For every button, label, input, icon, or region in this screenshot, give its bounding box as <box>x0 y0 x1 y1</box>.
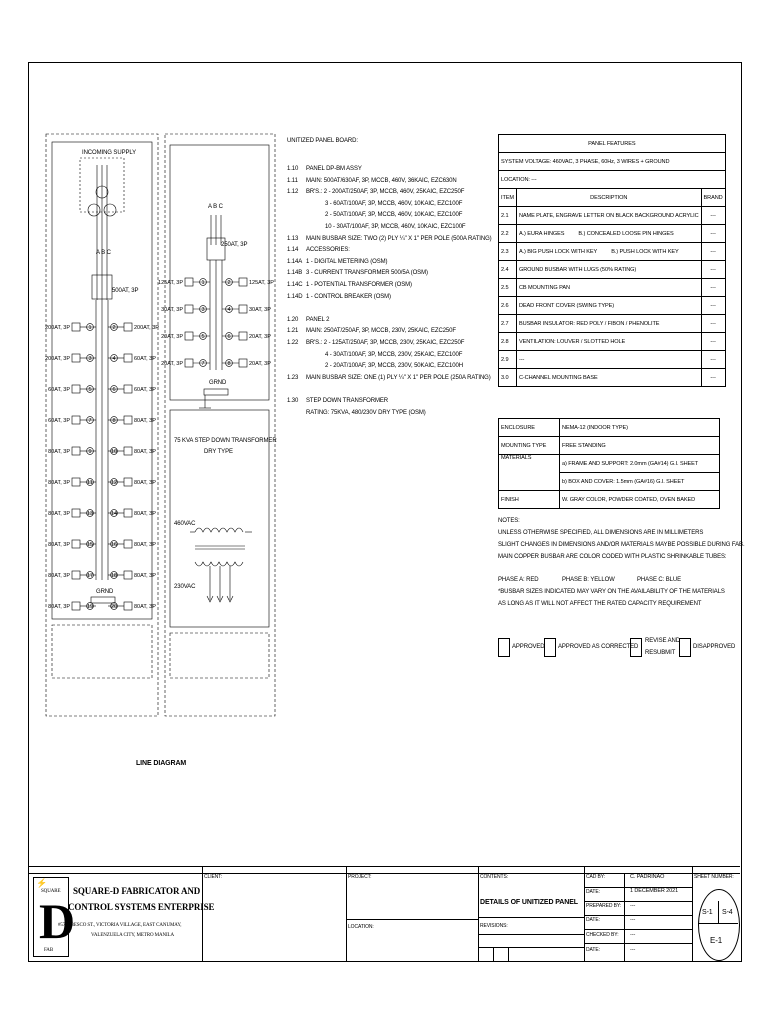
left-panel-row-breaker-right <box>124 571 132 579</box>
right-panel-row-number-left: 7 <box>201 361 205 367</box>
feature-description: VENTILATION: LOUVER / SLOTTED HOLE <box>516 333 701 351</box>
col-brand-header: BRAND <box>701 189 725 207</box>
date2-label: DATE: <box>586 917 600 923</box>
logo-d-letter: D <box>39 893 76 949</box>
right-panel-row-breaker-left <box>185 359 193 367</box>
feature-item: 2.8 <box>499 333 517 351</box>
left-panel-row-number-left: 19 <box>86 604 94 610</box>
left-panel-row-number-left: 3 <box>88 356 92 362</box>
left-panel-row-rating-right: 60AT, 3P <box>134 356 156 362</box>
left-panel-row-rating-left: 80AT, 3P <box>48 449 70 455</box>
enclosure-value: NEMA-12 (INDOOR TYPE) <box>560 419 720 437</box>
spec-text: 4 - 30AT/100AF, 3P, MCCB, 230V, 25KAIC, EZC100F <box>325 351 463 358</box>
prepared-by-label: PREPARED BY: <box>586 903 622 909</box>
materials-label: MATERIALS <box>499 455 560 491</box>
feature-row <box>499 225 726 243</box>
left-panel-row-number-left: 17 <box>86 573 94 579</box>
right-panel-row-rating-right: 30AT, 3P <box>249 307 271 313</box>
left-panel-row-breaker-left <box>72 478 80 486</box>
spec-text: 10 - 30AT/100AF, 3P, MCCB, 460V, 10KAIC, EZC100F <box>325 224 466 230</box>
left-panel-row-rating-right: 80AT, 3P <box>134 480 156 486</box>
left-panel-row-rating-right: 80AT, 3P <box>134 449 156 455</box>
spec-text: ACCESSORIES: <box>306 247 350 254</box>
spec-text: PANEL DP-BM ASSY <box>306 166 362 172</box>
company-logo <box>33 877 76 957</box>
spec-number: 1.14D <box>287 293 303 300</box>
approved-label: APPROVED <box>512 644 545 650</box>
revise-label-1: REVISE AND <box>645 638 681 644</box>
spec-number: 1.21 <box>287 328 299 335</box>
disapproved-checkbox[interactable] <box>679 638 691 657</box>
spec-text: MAIN BUSBAR SIZE: TWO (2) PLY ¼" X 1" PER POLE (500A RATING) <box>306 235 492 242</box>
left-panel-row-rating-right: 80AT, 3P <box>134 604 156 610</box>
right-panel-row-number-left: 3 <box>201 307 205 313</box>
materials-b: b) BOX AND COVER: 1.5mm (GA#16) G.I. SHEET <box>560 473 720 491</box>
feature-brand: --- <box>701 297 725 315</box>
checked-by-label: CHECKED BY: <box>586 932 619 938</box>
left-panel-row-breaker-left <box>72 509 80 517</box>
left-panel-row-number-right: 10 <box>110 449 118 455</box>
left-panel-row-number-right: 2 <box>112 325 116 331</box>
left-panel-row-number-right: 16 <box>110 542 118 548</box>
lightning-icon: ⚡ <box>36 878 48 888</box>
left-panel-row-rating-left: 80AT, 3P <box>48 542 70 548</box>
company-address-1: #57 SIBESCO ST., VICTORIA VILLAGE, EAST CANUMAY, <box>58 923 182 928</box>
right-panel-row-breaker-right <box>239 305 247 313</box>
feature-description: DEAD FRONT COVER (SWING TYPE) <box>516 297 701 315</box>
line-diagram-title: LINE DIAGRAM <box>136 760 187 767</box>
left-panel-row-breaker-right <box>124 478 132 486</box>
feature-item: 2.7 <box>499 315 517 333</box>
spec-number: 1.14 <box>287 247 299 254</box>
spec-text: MAIN: 500AT/630AF, 3P, MCCB, 460V, 36KAIC, EZC630N <box>306 177 457 184</box>
col-desc-header: DESCRIPTION <box>516 189 701 207</box>
spec-text: 2 - 50AT/100AF, 3P, MCCB, 460V, 10KAIC, EZC100F <box>325 212 463 219</box>
feature-row <box>499 297 726 315</box>
spec-number: 1.13 <box>287 235 299 242</box>
feature-description <box>516 225 701 243</box>
notes-title: NOTES: <box>498 518 520 524</box>
date1-label: DATE: <box>586 889 600 895</box>
right-panel-row-number-left: 1 <box>201 280 205 286</box>
left-panel-row-number-right: 6 <box>112 387 116 393</box>
approved-checkbox[interactable] <box>498 638 510 657</box>
spec-number: 1.11 <box>287 177 298 184</box>
feature-brand: --- <box>701 261 725 279</box>
left-panel-row-breaker-left <box>72 416 80 424</box>
left-panel-row-number-left: 1 <box>88 325 92 331</box>
spec-text: STEP DOWN TRANSFORMER <box>306 398 389 404</box>
specs-heading: UNITIZED PANEL BOARD: <box>287 138 358 144</box>
right-panel-row-rating-right: 20AT, 3P <box>249 361 271 367</box>
enclosure-label: ENCLOSURE <box>499 419 560 437</box>
spec-text: 2 - 20AT/100AF, 3P, MCCB, 230V, 50KAIC, EZC100H <box>325 363 463 370</box>
left-panel-row-rating-right: 60AT, 3P <box>134 387 156 393</box>
voltage-230-label: 230VAC <box>174 584 196 590</box>
feature-brand: --- <box>701 207 725 225</box>
approved-as-corrected-checkbox[interactable] <box>544 638 556 657</box>
spec-number: 1.12 <box>287 189 299 196</box>
phase-c-note: PHASE C: BLUE <box>637 577 682 583</box>
logo-square-text: SQUARE <box>41 889 61 894</box>
spec-number: 1.14B <box>287 270 303 277</box>
left-panel-row-number-left: 9 <box>88 449 92 455</box>
right-panel-row-rating-left: 125AT, 3P <box>158 280 183 286</box>
left-panel-row-rating-right: 80AT, 3P <box>134 542 156 548</box>
company-name-line1: SQUARE-D FABRICATOR AND <box>73 886 201 896</box>
feature-brand: --- <box>701 333 725 351</box>
spec-number: 1.23 <box>287 374 299 381</box>
right-panel-row-rating-left: 20AT, 3P <box>161 361 183 367</box>
spec-number: 1.14A <box>287 258 303 265</box>
feature-brand: --- <box>701 243 725 261</box>
feature-row <box>499 333 726 351</box>
left-panel-row-rating-left: 200AT, 3P <box>45 356 70 362</box>
sheet-s1: S-1 <box>702 909 713 916</box>
right-panel-row-number-right: 6 <box>227 334 231 340</box>
left-panel-row-number-right: 4 <box>112 356 116 362</box>
location-label: LOCATION: <box>348 924 374 930</box>
left-panel-row-breaker-right <box>124 354 132 362</box>
busbar-note-line: AS LONG AS IT WILL NOT AFFECT THE RATED CAPACITY REQUIREMENT <box>498 600 702 607</box>
ground-label-right: GRND <box>209 380 227 386</box>
spec-number: 1.30 <box>287 398 299 404</box>
contents-label: CONTENTS: <box>480 874 508 880</box>
left-panel-row-number-left: 13 <box>86 511 94 517</box>
left-panel-row-number-left: 11 <box>87 480 93 486</box>
panel-features-table <box>498 134 726 387</box>
left-panel-row-breaker-left <box>72 354 80 362</box>
feature-item: 2.2 <box>499 225 517 243</box>
transformer-title: 75 KVA STEP DOWN TRANSFORMER <box>174 438 277 444</box>
feature-item: 2.6 <box>499 297 517 315</box>
title-block <box>28 866 740 961</box>
left-panel-row-breaker-left <box>72 571 80 579</box>
note-line: MAIN COPPER BUSBAR ARE COLOR CODED WITH PLASTIC SHRINKABLE TUBES: <box>498 553 727 560</box>
spec-number: 1.22 <box>287 340 299 346</box>
feature-description-b: B.) CONCEALED LOOSE PIN HINGES <box>578 230 674 237</box>
spec-text: MAIN BUSBAR SIZE: ONE (1) PLY ¼" X 1" PER POLE (250A RATING) <box>306 374 491 381</box>
feature-brand: --- <box>701 225 725 243</box>
feature-brand: --- <box>701 369 725 387</box>
client-label: CLIENT: <box>204 874 222 880</box>
left-panel-row-breaker-right <box>124 447 132 455</box>
feature-row <box>499 351 726 369</box>
spec-text: MAIN: 250AT/250AF, 3P, MCCB, 230V, 25KAIC, EZC250F <box>306 328 456 335</box>
incoming-supply-label: INCOMING SUPPLY <box>82 150 137 156</box>
left-panel-row-breaker-left <box>72 385 80 393</box>
revisions-label: REVISIONS: <box>480 923 508 929</box>
materials-a: a) FRAME AND SUPPORT: 2.0mm (GA#14) G.I. SHEET <box>560 455 720 473</box>
feature-row <box>499 369 726 387</box>
phase-abc-right: A B C <box>208 204 223 210</box>
spec-text: 3 - 60AT/100AF, 3P, MCCB, 460V, 10KAIC, EZC100F <box>325 200 463 207</box>
left-panel-row-breaker-right <box>124 509 132 517</box>
company-address-2: VALENZUELA CITY, METRO MANILA <box>91 933 175 938</box>
left-panel-row-number-right: 14 <box>110 511 118 517</box>
spec-text: BR'S.: 2 - 125AT/250AF, 3P, MCCB, 230V, 25KAIC, EZC250F <box>306 340 465 346</box>
feature-item: 2.3 <box>499 243 517 261</box>
date1-value: 1 DECEMBER 2021 <box>630 888 679 894</box>
finish-label: FINISH <box>499 491 560 509</box>
left-panel-row-breaker-left <box>72 540 80 548</box>
right-panel-row-breaker-left <box>185 332 193 340</box>
left-panel-row-breaker-right <box>124 602 132 610</box>
right-panel-row-number-right: 4 <box>227 307 231 313</box>
mounting-value: FREE STANDING <box>560 437 720 455</box>
spec-text: 1 - POTENTIAL TRANSFORMER (OSM) <box>306 282 412 288</box>
right-panel-row-rating-left: 20AT, 3P <box>161 334 183 340</box>
spec-text: 1 - DIGITAL METERING (OSM) <box>306 258 388 265</box>
sheet-s4: S-4 <box>722 909 733 916</box>
feature-brand: --- <box>701 315 725 333</box>
sheet-number-circle <box>698 889 740 961</box>
checked-by-value: --- <box>630 932 636 938</box>
finish-value: W. GRAY COLOR, POWDER COATED, OVEN BAKED <box>560 491 720 509</box>
feature-description-a: A.) BIG PUSH LOCK WITH KEY <box>518 248 598 255</box>
left-panel-row-rating-right: 80AT, 3P <box>134 511 156 517</box>
feature-description: --- <box>516 351 701 369</box>
phase-abc-left: A B C <box>96 250 111 256</box>
revise-resubmit-checkbox[interactable] <box>630 638 642 657</box>
left-panel-row-number-right: 8 <box>112 418 116 424</box>
left-panel-row-breaker-right <box>124 385 132 393</box>
logo-fab-text: FAB <box>44 948 54 953</box>
left-panel-row-rating-right: 200AT, 3P <box>134 325 159 331</box>
left-panel-row-rating-left: 60AT, 3P <box>48 418 70 424</box>
left-panel-row-rating-right: 80AT, 3P <box>134 418 156 424</box>
right-panel-row-number-left: 5 <box>201 334 205 340</box>
feature-item: 2.5 <box>499 279 517 297</box>
mounting-label: MOUNTING TYPE <box>499 437 560 455</box>
col-item-header: ITEM <box>499 189 517 207</box>
approved-as-corrected-label: APPROVED AS CORRECTED <box>558 644 639 650</box>
feature-row <box>499 315 726 333</box>
feature-description-a: A.) EURA HINGES <box>518 230 565 237</box>
voltage-460-label: 460VAC <box>174 521 196 527</box>
spec-number: 1.20 <box>287 316 299 323</box>
spec-text: 1 - CONTROL BREAKER (OSM) <box>306 293 391 300</box>
right-panel-row-rating-right: 20AT, 3P <box>249 334 271 340</box>
feature-row <box>499 279 726 297</box>
left-panel-row-breaker-left <box>72 323 80 331</box>
feature-description: GROUND BUSBAR WITH LUGS (50% RATING) <box>516 261 701 279</box>
feature-description: CB MOUNTING PAN <box>516 279 701 297</box>
left-panel-row-breaker-left <box>72 447 80 455</box>
busbar-note-line: *BUSBAR SIZES INDICATED MAY VARY ON THE AVAILABILITY OF THE MATERIALS <box>498 589 725 595</box>
disapproved-label: DISAPPROVED <box>693 644 736 650</box>
revise-label-2: RESUBMIT <box>645 650 676 656</box>
prepared-by-value: --- <box>630 903 636 909</box>
left-panel-row-number-left: 5 <box>88 387 92 393</box>
date2-value: --- <box>630 917 636 923</box>
left-panel-row-breaker-right <box>124 540 132 548</box>
phase-a-note: PHASE A: RED <box>498 577 539 583</box>
left-panel-row-breaker-left <box>72 602 80 610</box>
date3-value: --- <box>630 947 636 953</box>
spec-number: 1.10 <box>287 166 299 172</box>
right-panel-row-rating-right: 125AT, 3P <box>249 280 274 286</box>
features-title: PANEL FEATURES <box>499 135 726 153</box>
contents-value: DETAILS OF UNITIZED PANEL <box>480 899 578 906</box>
spec-text: PANEL 2 <box>306 316 330 323</box>
left-panel-row-breaker-right <box>124 416 132 424</box>
left-panel-row-number-right: 12 <box>110 480 118 486</box>
left-panel-row-number-right: 20 <box>110 604 118 610</box>
right-panel-row-breaker-right <box>239 332 247 340</box>
ground-label-left: GRND <box>96 589 114 595</box>
date3-label: DATE: <box>586 947 600 953</box>
panel2-main-label: 250AT, 3P <box>221 242 248 248</box>
left-panel-row-rating-left: 80AT, 3P <box>48 480 70 486</box>
phase-b-note: PHASE B: YELLOW <box>562 577 615 583</box>
feature-item: 2.9 <box>499 351 517 369</box>
feature-description: BUSBAR INSULATOR: RED POLY / FIBON / PHENOLITE <box>516 315 701 333</box>
spec-text: 3 - CURRENT TRANSFORMER 500/5A (OSM) <box>306 270 428 277</box>
feature-item: 2.4 <box>499 261 517 279</box>
system-voltage: SYSTEM VOLTAGE: 460VAC, 3 PHASE, 60Hz, 3 WIRES + GROUND <box>499 153 726 171</box>
feature-item: 2.1 <box>499 207 517 225</box>
right-panel-row-number-right: 2 <box>227 280 231 286</box>
right-panel-row-rating-left: 30AT, 3P <box>161 307 183 313</box>
left-panel-row-rating-left: 80AT, 3P <box>48 511 70 517</box>
feature-brand: --- <box>701 279 725 297</box>
note-line: SLIGHT CHANGES IN DIMENSIONS AND/OR MATERIALS MAYBE POSSIBLE DURING FAB. <box>498 541 745 548</box>
left-panel-row-rating-right: 80AT, 3P <box>134 573 156 579</box>
left-panel-row-number-left: 7 <box>88 418 92 424</box>
location-row: LOCATION: --- <box>499 171 726 189</box>
right-panel-row-breaker-right <box>239 359 247 367</box>
feature-row <box>499 243 726 261</box>
feature-row <box>499 207 726 225</box>
main-breaker-label: 500AT, 3P <box>112 288 139 294</box>
sheet-e1: E-1 <box>710 936 723 945</box>
feature-row <box>499 261 726 279</box>
spec-number: 1.14C <box>287 282 303 288</box>
feature-description <box>516 243 701 261</box>
feature-item: 3.0 <box>499 369 517 387</box>
spec-text: RATING: 75KVA, 480/230V DRY TYPE (OSM) <box>306 409 426 416</box>
left-panel-row-number-right: 18 <box>110 573 118 579</box>
note-line: UNLESS OTHERWISE SPECIFIED, ALL DIMENSIONS ARE IN MILLIMETERS <box>498 530 704 536</box>
spec-text: BR'S.: 2 - 200AT/250AF, 3P, MCCB, 460V, 25KAIC, EZC250F <box>306 189 465 196</box>
left-panel-row-rating-left: 60AT, 3P <box>48 387 70 393</box>
cad-by-label: CAD BY: <box>586 874 606 880</box>
left-panel-row-number-left: 15 <box>86 542 94 548</box>
left-panel-row-breaker-right <box>124 323 132 331</box>
company-name-line2: CONTROL SYSTEMS ENTERPRISE <box>68 902 215 912</box>
left-panel-row-rating-left: 200AT, 3P <box>45 325 70 331</box>
transformer-subtitle: DRY TYPE <box>204 449 233 455</box>
enclosure-table <box>498 418 720 509</box>
right-panel-row-breaker-left <box>185 305 193 313</box>
feature-description: NAME PLATE, ENGRAVE LETTER ON BLACK BACKGROUND ACRYLIC <box>516 207 701 225</box>
sheet-number-label: SHEET NUMBER: <box>694 874 734 880</box>
cad-by-value: C. PADRINAO <box>630 874 665 880</box>
right-panel-row-number-right: 8 <box>227 361 231 367</box>
right-panel-row-breaker-left <box>185 278 193 286</box>
left-panel-row-rating-left: 80AT, 3P <box>48 573 70 579</box>
feature-description-b: B.) PUSH LOCK WITH KEY <box>611 248 679 255</box>
feature-description: C-CHANNEL MOUNTING BASE <box>516 369 701 387</box>
left-panel-row-rating-left: 80AT, 3P <box>48 604 70 610</box>
project-label: PROJECT: <box>348 874 372 880</box>
feature-brand: --- <box>701 351 725 369</box>
right-panel-row-breaker-right <box>239 278 247 286</box>
